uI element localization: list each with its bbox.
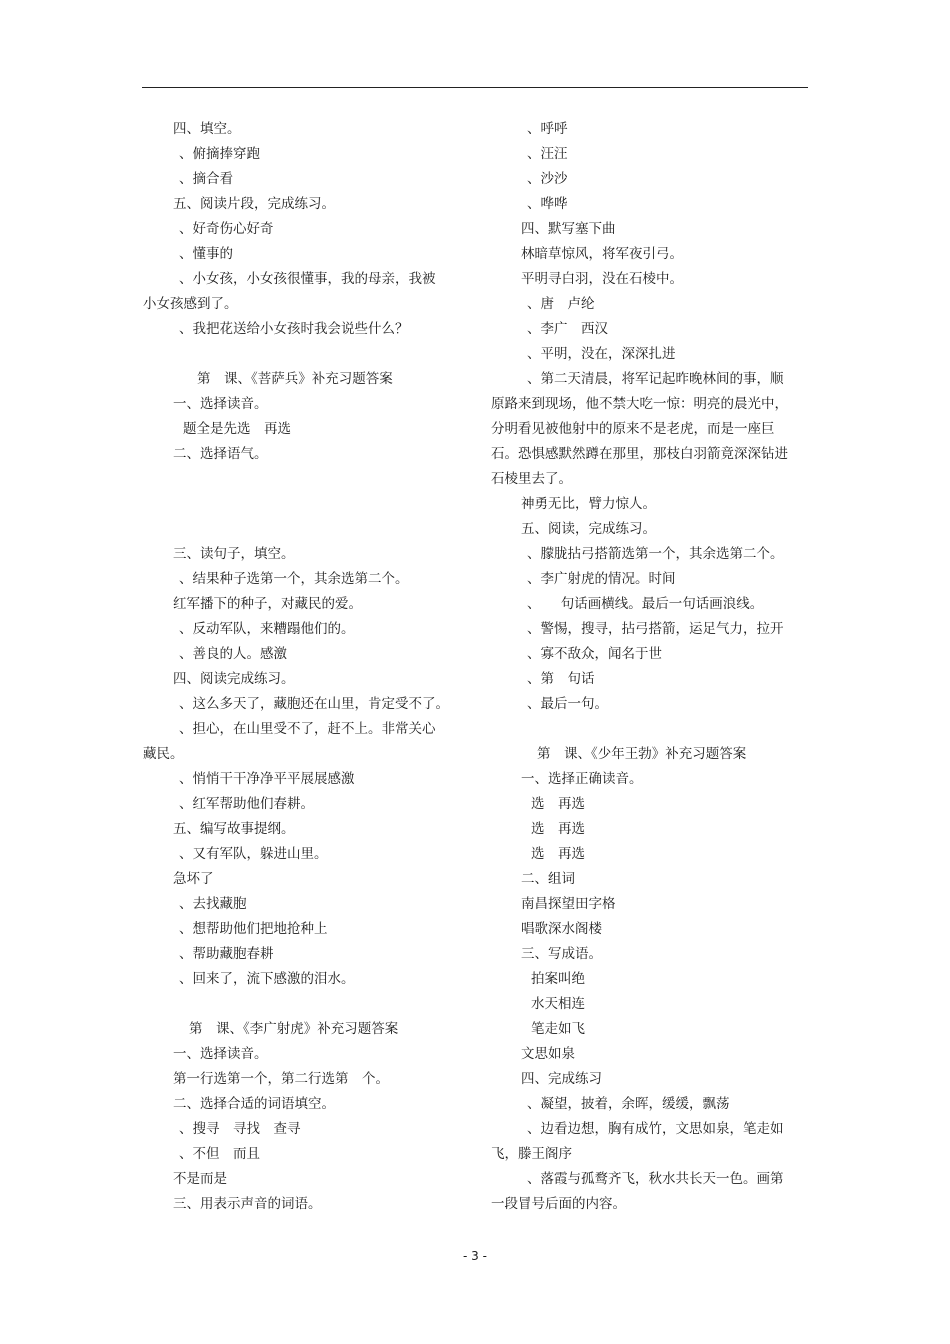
text-line: 、寡不敌众，闻名于世	[527, 646, 662, 662]
left-column	[143, 117, 463, 1217]
text-line: 、回来了，流下感激的泪水。	[179, 971, 355, 987]
text-line: 分明看见被他射中的原来不是老虎，而是一座巨	[491, 421, 775, 437]
text-line: 、悄悄干干净净平平展展感激	[179, 771, 355, 787]
text-line: 、第二天清晨，将军记起昨晚林间的事，顺	[527, 371, 784, 387]
text-line: 题全是先选 再选	[183, 421, 291, 437]
text-line: 四、填空。	[173, 121, 241, 137]
section-heading: 第 课、《李广射虎》补充习题答案	[189, 1021, 399, 1037]
right-column	[491, 117, 811, 1217]
text-line: 选 再选	[531, 796, 585, 812]
text-line: 四、完成练习	[521, 1071, 602, 1087]
text-line: 文思如泉	[521, 1046, 575, 1062]
text-line: 飞，滕王阁序	[491, 1146, 572, 1162]
text-line: 、帮助藏胞春耕	[179, 946, 274, 962]
text-line: 林暗草惊风，将军夜引弓。	[521, 246, 683, 262]
text-line: 、这么多天了，藏胞还在山里，肯定受不了。	[179, 696, 449, 712]
text-line: 第一行选第一个，第二行选第 个。	[173, 1071, 389, 1087]
header-rule	[142, 87, 808, 88]
text-line: 石棱里去了。	[491, 471, 572, 487]
text-line: 选 再选	[531, 846, 585, 862]
text-line: 、红军帮助他们春耕。	[179, 796, 314, 812]
text-line: 藏民。	[143, 746, 184, 762]
text-line: 、哗哗	[527, 196, 568, 212]
text-line: 、摘合看	[179, 171, 233, 187]
page-number: - 3 -	[463, 1249, 487, 1263]
text-line: 石。恐惧感默然蹲在那里，那枝白羽箭竟深深钻进	[491, 446, 788, 462]
text-line: 、唐 卢纶	[527, 296, 595, 312]
text-line: 选 再选	[531, 821, 585, 837]
text-line: 、平明，没在，深深扎进	[527, 346, 676, 362]
text-line: 、结果种子选第一个，其余选第二个。	[179, 571, 409, 587]
text-line: 、李广 西汉	[527, 321, 608, 337]
section-heading: 第 课、《少年王勃》补充习题答案	[537, 746, 747, 762]
text-line: 、李广射虎的情况。时间	[527, 571, 676, 587]
text-line: 一、选择正确读音。	[521, 771, 643, 787]
text-line: 一、选择读音。	[173, 396, 268, 412]
text-line: 、沙沙	[527, 171, 568, 187]
section-heading: 第 课、《菩萨兵》补充习题答案	[197, 371, 393, 387]
text-line: 四、默写塞下曲	[521, 221, 616, 237]
text-line: 二、组词	[521, 871, 575, 887]
text-line: 、不但 而且	[179, 1146, 260, 1162]
text-line: 五、阅读片段，完成练习。	[173, 196, 335, 212]
text-line: 急坏了	[173, 871, 214, 887]
text-line: 神勇无比，臂力惊人。	[521, 496, 656, 512]
text-line: 五、阅读，完成练习。	[521, 521, 656, 537]
text-line: 、小女孩，小女孩很懂事，我的母亲，我被	[179, 271, 436, 287]
text-line: 、好奇伤心好奇	[179, 221, 274, 237]
text-line: 南昌探望田字格	[521, 896, 616, 912]
text-line: 唱歌深水阁楼	[521, 921, 602, 937]
text-line: 三、读句子，填空。	[173, 546, 295, 562]
text-line: 、反动军队，来糟蹋他们的。	[179, 621, 355, 637]
text-line: 五、编写故事提纲。	[173, 821, 295, 837]
text-line: 三、用表示声音的词语。	[173, 1196, 322, 1212]
text-line: 、去找藏胞	[179, 896, 247, 912]
text-line: 四、阅读完成练习。	[173, 671, 295, 687]
text-line: 平明寻白羽，没在石棱中。	[521, 271, 683, 287]
text-line: 、第 句话	[527, 671, 595, 687]
text-line: 水天相连	[531, 996, 585, 1012]
text-line: 、想帮助他们把地抢种上	[179, 921, 328, 937]
text-line: 、搜寻 寻找 查寻	[179, 1121, 301, 1137]
text-line: 、懂事的	[179, 246, 233, 262]
text-line: 三、写成语。	[521, 946, 602, 962]
text-line: 不是而是	[173, 1171, 227, 1187]
text-line: 拍案叫绝	[531, 971, 585, 987]
text-line: 、朦胧拈弓搭箭选第一个，其余选第二个。	[527, 546, 784, 562]
text-line: 、警惕，搜寻，拈弓搭箭，运足气力，拉开	[527, 621, 784, 637]
text-line: 、落霞与孤鹜齐飞，秋水共长天一色。画第	[527, 1171, 784, 1187]
text-line: 、担心，在山里受不了，赶不上。非常关心	[179, 721, 436, 737]
text-line: 、最后一句。	[527, 696, 608, 712]
text-line: 原路来到现场，他不禁大吃一惊：明亮的晨光中，	[491, 396, 788, 412]
text-line: 、又有军队，躲进山里。	[179, 846, 328, 862]
text-line: 、俯摘捧穿跑	[179, 146, 260, 162]
text-line: 红军播下的种子，对藏民的爱。	[173, 596, 362, 612]
text-line: 二、选择语气。	[173, 446, 268, 462]
text-line: 、呼呼	[527, 121, 568, 137]
text-line: 、汪汪	[527, 146, 568, 162]
text-line: 笔走如飞	[531, 1021, 585, 1037]
text-line: 一、选择读音。	[173, 1046, 268, 1062]
text-line: 、 句话画横线。最后一句话画浪线。	[527, 596, 764, 612]
text-line: 、善良的人。感激	[179, 646, 287, 662]
text-line: 、我把花送给小女孩时我会说些什么？	[179, 321, 409, 337]
text-line: 、凝望，披着，余晖，缓缓，飘荡	[527, 1096, 730, 1112]
text-line: 一段冒号后面的内容。	[491, 1196, 626, 1212]
text-line: 二、选择合适的词语填空。	[173, 1096, 335, 1112]
text-line: 小女孩感到了。	[143, 296, 238, 312]
text-line: 、边看边想，胸有成竹，文思如泉，笔走如	[527, 1121, 784, 1137]
